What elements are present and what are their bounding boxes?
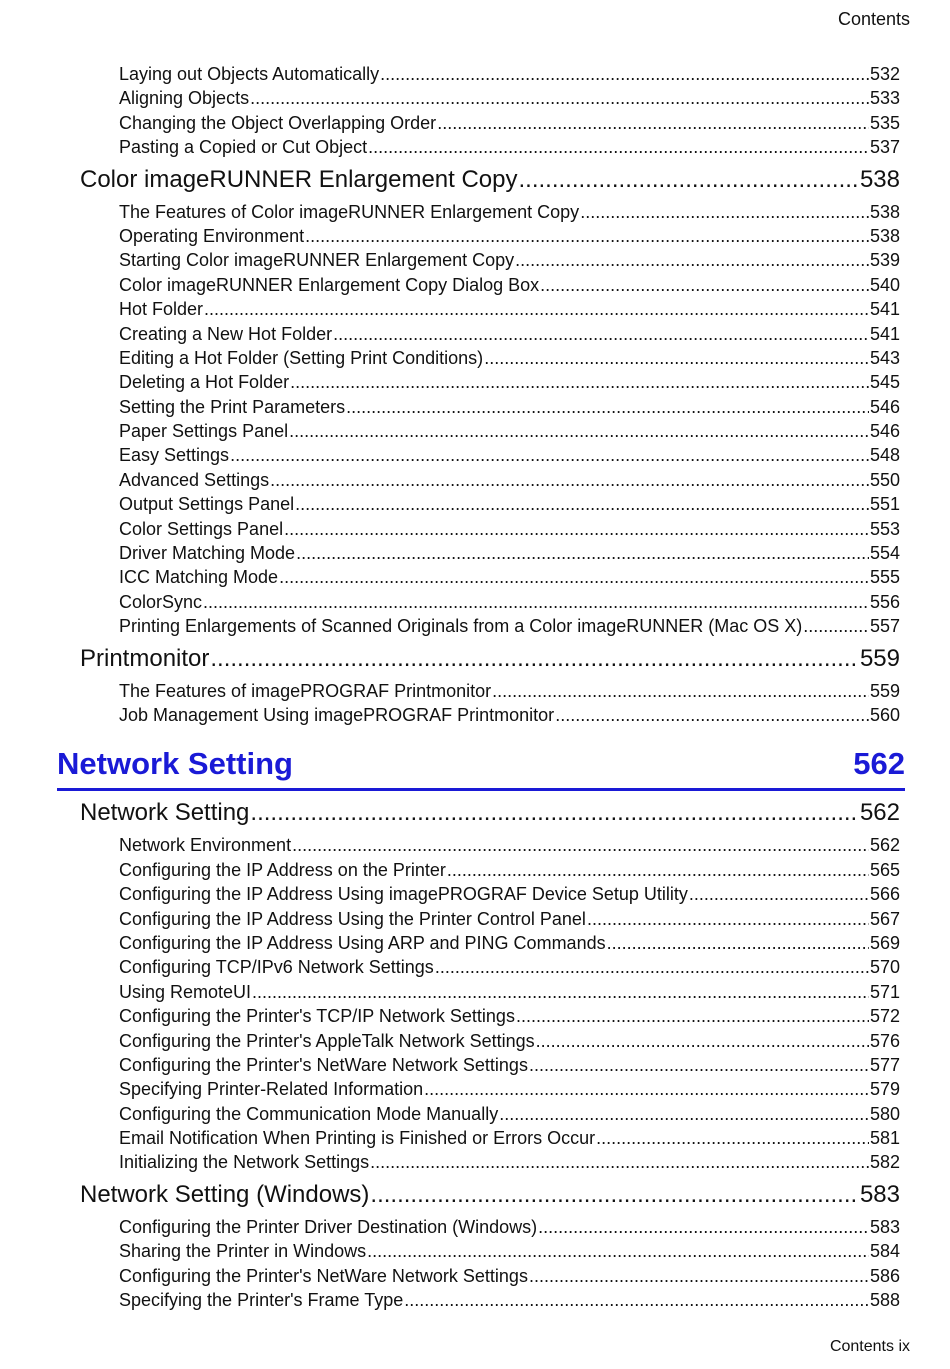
dot-leader [484, 346, 869, 370]
toc-entry-title: Easy Settings [119, 445, 230, 466]
dot-leader [607, 931, 869, 955]
toc-entry-title: Initializing the Network Settings [119, 1152, 370, 1173]
toc-entry[interactable] [119, 614, 900, 638]
toc-entry-page-number: 538 [859, 165, 900, 193]
dot-leader [536, 1029, 869, 1053]
toc-entry-page-number: 533 [869, 88, 900, 109]
dot-leader [447, 858, 869, 882]
toc-entry[interactable] [119, 541, 900, 565]
toc-entry[interactable] [119, 224, 900, 248]
toc-entry-page-number: 586 [869, 1265, 900, 1286]
dot-leader [368, 135, 869, 159]
toc-entry-title: Paper Settings Panel [119, 421, 289, 442]
toc-entry-page-number: 571 [869, 981, 900, 1002]
dot-leader [404, 1288, 869, 1312]
dot-leader [250, 86, 869, 110]
dot-leader [203, 590, 869, 614]
toc-entry-title: Pasting a Copied or Cut Object [119, 137, 368, 158]
toc-entry[interactable] [119, 1029, 900, 1053]
dot-leader [284, 517, 869, 541]
toc-entry-page-number: 569 [869, 932, 900, 953]
toc-entry-title: Advanced Settings [119, 469, 270, 490]
dot-leader [516, 1004, 869, 1028]
toc-section-entry[interactable] [80, 643, 900, 675]
toc-entry[interactable] [119, 1004, 900, 1028]
toc-entry[interactable] [119, 443, 900, 467]
toc-entry[interactable] [119, 322, 900, 346]
toc-entry-title: Configuring the IP Address Using the Printer Control Panel [119, 908, 586, 929]
dot-leader [492, 679, 869, 703]
dot-leader [295, 492, 869, 516]
toc-entry[interactable] [119, 980, 900, 1004]
toc-entry-page-number: 588 [869, 1290, 900, 1311]
toc-entry-page-number: 548 [869, 445, 900, 466]
toc-entry-title: Color imageRUNNER Enlargement Copy Dialog Box [119, 274, 540, 295]
toc-entry[interactable] [119, 135, 900, 159]
toc-entry[interactable] [119, 1126, 900, 1150]
dot-leader [230, 443, 869, 467]
toc-entry-title: Configuring the IP Address Using imagePROGRAF Device Setup Utility [119, 884, 688, 905]
toc-entry[interactable] [119, 907, 900, 931]
toc-entry-page-number: 583 [869, 1216, 900, 1237]
dot-leader [289, 419, 869, 443]
dot-leader [540, 273, 869, 297]
toc-entry-page-number: 565 [869, 859, 900, 880]
dot-leader [370, 1150, 869, 1174]
toc-entry-title: Configuring the IP Address Using ARP and PING Commands [119, 932, 606, 953]
dot-leader [210, 643, 859, 675]
chapter-title: Network Setting [57, 746, 293, 782]
toc-entry[interactable] [119, 1239, 900, 1263]
toc-entry[interactable] [119, 492, 900, 516]
dot-leader [803, 614, 869, 638]
dot-leader [305, 224, 869, 248]
dot-leader [204, 297, 869, 321]
toc-entry-title: Email Notification When Printing is Finished or Errors Occur [119, 1128, 596, 1149]
toc-entry-page-number: 584 [869, 1241, 900, 1262]
dot-leader [538, 1215, 869, 1239]
toc-entry-page-number: 579 [869, 1079, 900, 1100]
dot-leader [437, 111, 869, 135]
toc-entry[interactable] [119, 703, 900, 727]
toc-entry-page-number: 576 [869, 1030, 900, 1051]
toc-entry-title: Output Settings Panel [119, 494, 295, 515]
toc-entry-title: The Features of Color imageRUNNER Enlargement Copy [119, 201, 580, 222]
toc-entry[interactable] [119, 1102, 900, 1126]
toc-entry[interactable] [119, 395, 900, 419]
toc-entry-page-number: 572 [869, 1006, 900, 1027]
toc-entry-page-number: 553 [869, 518, 900, 539]
toc-entry-title: Configuring the Printer Driver Destination (Windows) [119, 1216, 538, 1237]
toc-entry[interactable] [119, 86, 900, 110]
toc-entry-title: Printmonitor [80, 644, 210, 672]
toc-entry[interactable] [119, 468, 900, 492]
toc-entry-page-number: 541 [869, 299, 900, 320]
toc-entry[interactable] [119, 297, 900, 321]
toc-entry[interactable] [119, 248, 900, 272]
toc-entry[interactable] [119, 565, 900, 589]
toc-entry-page-number: 562 [859, 799, 900, 827]
toc-entry[interactable] [119, 882, 900, 906]
dot-leader [250, 797, 859, 829]
toc-entry-title: Starting Color imageRUNNER Enlargement Copy [119, 250, 515, 271]
toc-entry-page-number: 550 [869, 469, 900, 490]
dot-leader [519, 164, 859, 196]
toc-entry-page-number: 562 [869, 835, 900, 856]
toc-entry-title: Hot Folder [119, 299, 204, 320]
toc-entry-page-number: 539 [869, 250, 900, 271]
toc-entry-page-number: 541 [869, 323, 900, 344]
toc-entry-title: Configuring the Printer's TCP/IP Network Settings [119, 1006, 515, 1027]
toc-entry-page-number: 580 [869, 1103, 900, 1124]
toc-entry-page-number: 532 [869, 64, 900, 84]
toc-entry-title: Network Setting [80, 799, 250, 827]
dot-leader [370, 1179, 859, 1211]
toc-entry[interactable] [119, 931, 900, 955]
toc-entry[interactable] [119, 590, 900, 614]
toc-entry-page-number: 556 [869, 591, 900, 612]
toc-entry[interactable] [119, 273, 900, 297]
toc-entry-page-number: 566 [869, 884, 900, 905]
toc-entry-page-number: 570 [869, 957, 900, 978]
dot-leader [252, 980, 869, 1004]
dot-leader [333, 322, 869, 346]
toc-entry-title: Configuring the Printer's NetWare Network Settings [119, 1265, 528, 1286]
toc-entry-title: Operating Environment [119, 225, 305, 246]
toc-entry[interactable] [119, 370, 900, 394]
toc-entry-page-number: 543 [869, 347, 900, 368]
dot-leader [296, 541, 869, 565]
toc-entry-title: Configuring TCP/IPv6 Network Settings [119, 957, 434, 978]
toc-entry[interactable] [119, 419, 900, 443]
toc-entry-page-number: 557 [869, 616, 900, 637]
toc-entry-title: Deleting a Hot Folder [119, 372, 290, 393]
dot-leader [515, 248, 869, 272]
toc-entry-title: Sharing the Printer in Windows [119, 1241, 367, 1262]
toc-entry-page-number: 560 [869, 704, 900, 725]
toc-entry[interactable] [119, 200, 900, 224]
toc-entry-page-number: 559 [869, 680, 900, 701]
toc-entry-title: Creating a New Hot Folder [119, 323, 333, 344]
toc-entry-title: Network Environment [119, 835, 292, 856]
toc-entry-title: Setting the Print Parameters [119, 396, 346, 417]
dot-leader [596, 1126, 869, 1150]
toc-entry-page-number: 535 [869, 112, 900, 133]
toc-entry-page-number: 554 [869, 543, 900, 564]
toc-entry-page-number: 583 [859, 1180, 900, 1208]
toc-entry-page-number: 551 [869, 494, 900, 515]
toc-entry-page-number: 540 [869, 274, 900, 295]
dot-leader [555, 703, 869, 727]
toc-entry-page-number: 582 [869, 1152, 900, 1173]
dot-leader [529, 1264, 869, 1288]
toc-entry[interactable] [119, 346, 900, 370]
toc-entry-title: Job Management Using imagePROGRAF Printmonitor [119, 704, 555, 725]
toc-entry-page-number: 581 [869, 1128, 900, 1149]
chapter-heading[interactable] [57, 744, 905, 791]
toc-section-entry[interactable] [80, 797, 900, 829]
toc-entry-title: Editing a Hot Folder (Setting Print Conditions) [119, 347, 484, 368]
dot-leader [587, 907, 869, 931]
chapter-page-number: 562 [853, 746, 905, 782]
running-footer: Contents ix [829, 1338, 910, 1355]
running-header: Contents [837, 9, 910, 29]
toc-entry[interactable] [119, 1264, 900, 1288]
dot-leader [380, 62, 869, 86]
toc-section-entry[interactable] [80, 164, 900, 196]
toc-entry-page-number: 559 [859, 644, 900, 672]
toc-entry[interactable] [119, 111, 900, 135]
dot-leader [499, 1102, 869, 1126]
toc-entry-page-number: 546 [869, 421, 900, 442]
dot-leader [529, 1053, 869, 1077]
toc-entry[interactable] [119, 62, 900, 86]
toc-entry-title: Using RemoteUI [119, 981, 252, 1002]
toc-entry-title: Printing Enlargements of Scanned Originals from a Color imageRUNNER (Mac OS X) [119, 616, 803, 637]
toc-entry[interactable] [119, 517, 900, 541]
toc-entry-page-number: 538 [869, 225, 900, 246]
toc-entry-title: Changing the Object Overlapping Order [119, 112, 437, 133]
toc-entry[interactable] [119, 1077, 900, 1101]
toc-entry-page-number: 567 [869, 908, 900, 929]
toc-entry-title: Configuring the Communication Mode Manually [119, 1103, 499, 1124]
dot-leader [292, 833, 869, 857]
toc-entry[interactable] [119, 1288, 900, 1312]
toc-entry-title: Aligning Objects [119, 88, 250, 109]
dot-leader [290, 370, 869, 394]
dot-leader [424, 1077, 869, 1101]
toc-entry-title: Driver Matching Mode [119, 543, 296, 564]
toc-entry-title: Network Setting (Windows) [80, 1180, 370, 1208]
toc-entry-page-number: 555 [869, 567, 900, 588]
toc-entry-title: The Features of imagePROGRAF Printmonitor [119, 680, 492, 701]
toc-section-entry[interactable] [80, 1179, 900, 1211]
toc-entry-title: ICC Matching Mode [119, 567, 279, 588]
toc-entry-page-number: 537 [869, 137, 900, 158]
toc-entry-title: ColorSync [119, 591, 203, 612]
toc-entry-title: Configuring the Printer's NetWare Network Settings [119, 1054, 528, 1075]
toc-entry-title: Specifying the Printer's Frame Type [119, 1290, 404, 1311]
dot-leader [435, 955, 869, 979]
toc-entry-page-number: 545 [869, 372, 900, 393]
dot-leader [367, 1239, 869, 1263]
toc-entry[interactable] [119, 833, 900, 857]
dot-leader [270, 468, 869, 492]
toc-entry-title: Laying out Objects Automatically [119, 64, 380, 84]
dot-leader [279, 565, 869, 589]
toc-entry[interactable] [119, 1215, 900, 1239]
toc-entry-page-number: 546 [869, 396, 900, 417]
dot-leader [346, 395, 869, 419]
toc-entry-page-number: 577 [869, 1054, 900, 1075]
toc-entry-title: Color imageRUNNER Enlargement Copy [80, 165, 518, 193]
toc-entry[interactable] [119, 679, 900, 703]
toc-entry-title: Configuring the Printer's AppleTalk Network Settings [119, 1030, 535, 1051]
toc-entry[interactable] [119, 1053, 900, 1077]
toc-entry-title: Configuring the IP Address on the Printer [119, 859, 446, 880]
toc-entry-title: Specifying Printer-Related Information [119, 1079, 424, 1100]
dot-leader [689, 882, 869, 906]
toc-entry[interactable] [119, 1150, 900, 1174]
toc-entry-title: Color Settings Panel [119, 518, 284, 539]
toc-entry[interactable] [119, 858, 900, 882]
dot-leader [580, 200, 869, 224]
toc-entry-page-number: 538 [869, 201, 900, 222]
table-of-contents [0, 62, 950, 1312]
toc-entry[interactable] [119, 955, 900, 979]
